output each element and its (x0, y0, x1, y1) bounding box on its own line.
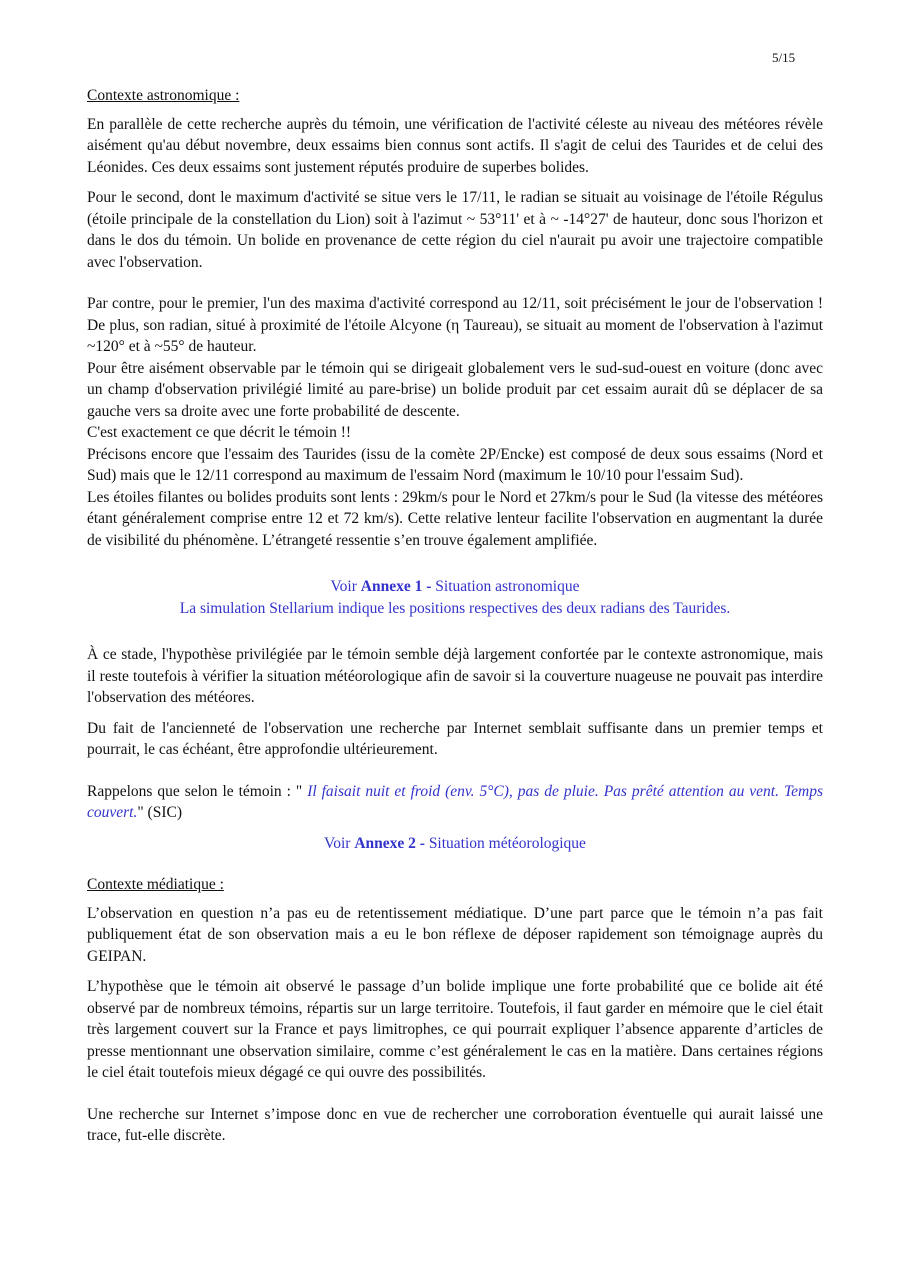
annexe-1-name: Annexe 1 - (360, 578, 432, 595)
annexe-2-name: Annexe 2 - (354, 834, 425, 852)
paragraph: C'est exactement ce que décrit le témoin !! (87, 424, 352, 441)
paragraph: Pour le second, dont le maximum d'activité se situe vers le 17/11, le radian se situait au voisinage de l'étoile Régulus (étoile principale de la constellation du Lion) soit à l'azimut ~ 53°11' et à ~ -14°27' de hauteur, donc sous l'horizon et dans le dos du témoin. Un bolide en provenance de cette région du ciel n'aurait pu avoir une trajectoire compatible avec l'observation. (87, 189, 823, 271)
annexe-1-reference[interactable]: Voir Annexe 1 - Situation astronomique (330, 578, 580, 595)
paragraph: Par contre, pour le premier, l'un des maxima d'activité correspond au 12/11, soit précisément le jour de l'observation ! De plus, son radian, situé à proximité de l'étoile Alcyone (η Taureau), se situait au moment de l'observation à l'azimut ~120° et à ~55° de hauteur. (87, 295, 823, 355)
paragraph: Les étoiles filantes ou bolides produits sont lents : 29km/s pour le Nord et 27km/s pour le Sud (la vitesse des météores étant généralement comprise entre 12 et 72 km/s). Cette relative lenteur facilite l'observation en augmentant la durée de visibilité du phénomène. L’étrangeté ressentie s’en trouve également amplifiée. (87, 488, 823, 549)
paragraph: L’observation en question n’a pas eu de retentissement médiatique. D’une part parce que le témoin n’a pas fait publiquement état de son observation mais a eu le bon réflexe de déposer rapidement son témoignage auprès du GEIPAN. (87, 904, 823, 965)
paragraph: Précisons encore que l'essaim des Taurides (issu de la comète 2P/Encke) est composé de deux sous essaims (Nord et Sud) mais que le 12/11 correspond au maximum de l'essaim Nord (maximum le 10/10 pour l'essaim Sud). (87, 445, 823, 484)
paragraph: Du fait de l'ancienneté de l'observation une recherche par Internet semblait suffisante dans un premier temps et pourrait, le cas échéant, être approfondie ultérieurement. (87, 719, 823, 758)
annexe-1-caption: La simulation Stellarium indique les positions respectives des deux radians des Taurides. (179, 599, 731, 617)
paragraph: Une recherche sur Internet s’impose donc en vue de rechercher une corroboration éventuelle qui aurait laissé une trace, fut-elle discrète. (87, 1105, 823, 1144)
section-heading-mediatique: Contexte médiatique : (87, 876, 224, 893)
paragraph: Pour être aisément observable par le témoin qui se dirigeait globalement vers le sud-sud-ouest en voiture (donc avec un champ d'observation privilégié limité au pare-brise) un bolide produit par cet essaim aurait dû se déplacer de sa gauche vers sa droite avec une forte probabilité de descente. (87, 359, 823, 420)
paragraph: À ce stade, l'hypothèse privilégiée par le témoin semble déjà largement confortée par le contexte astronomique, mais il reste toutefois à vérifier la situation météorologique afin de savoir si la couverture nuageuse ne pouvait pas interdire l'observation des météores. (87, 646, 823, 706)
document-body (87, 85, 823, 1147)
annexe-2-reference[interactable]: Voir Annexe 2 - Situation météorologique (324, 834, 586, 852)
witness-quote: Il faisait nuit et froid (env. 5°C), pas de pluie. Pas prêté attention au vent. Temps couvert. (87, 782, 823, 821)
page-number: 5/15 (772, 50, 796, 65)
section-heading-astronomique: Contexte astronomique : (87, 87, 240, 104)
paragraph: L’hypothèse que le témoin ait observé le passage d’un bolide implique une forte probabilité que ce bolide ait été observé par de nombreux témoins, répartis sur un large territoire. Toutefois, il faut garder en mémoire que le ciel était très largement couvert sur la France et pays limitrophes, ce qui pourrait expliquer l’absence apparente d’articles de presse mentionnant une observation similaire, comme c’est généralement le cas en la matière. Dans certaines régions le ciel était toutefois mieux dégagé ce qui ouvre des possibilités. (87, 978, 823, 1081)
paragraph: En parallèle de cette recherche auprès du témoin, une vérification de l'activité céleste au niveau des météores révèle aisément qu'au début novembre, deux essaims bien connus sont actifs. Il s'agit de celui des Taurides et de celui des Léonides. Ces deux essaims sont justement réputés produire de superbes bolides. (87, 115, 823, 176)
witness-quote-paragraph: Rappelons que selon le témoin : " Il faisait nuit et froid (env. 5°C), pas de pluie. Pas prêté attention au vent. Temps couvert." (SIC) (87, 782, 823, 821)
